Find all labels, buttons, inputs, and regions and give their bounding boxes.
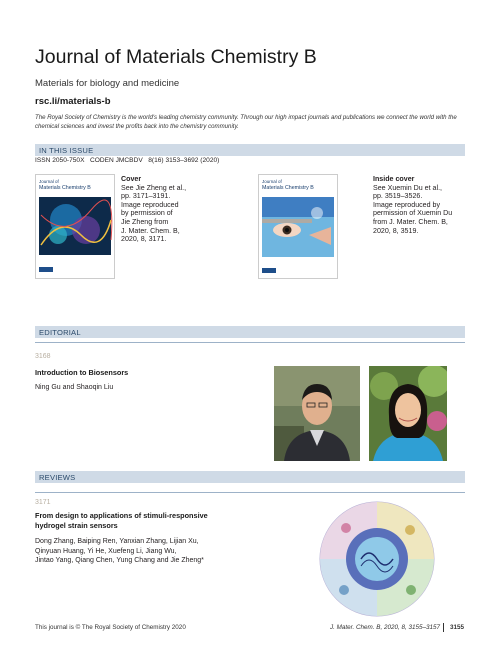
review-page-number: 3171 bbox=[35, 499, 51, 506]
editorial-page-number: 3168 bbox=[35, 353, 51, 360]
footer-citation bbox=[330, 624, 440, 631]
divider bbox=[35, 492, 465, 493]
cover-journal-line-1: Journal of bbox=[39, 179, 59, 184]
inside-cover-image bbox=[258, 174, 338, 279]
editorial-title[interactable]: Introduction to Biosensors bbox=[35, 368, 129, 377]
cover-line: by permission of bbox=[121, 209, 173, 218]
review-author-line: Jintao Yang, Qiang Chen, Yung Chang and Jie Zheng* bbox=[35, 557, 204, 565]
cover-line: J. Mater. Chem. B, bbox=[121, 226, 180, 235]
review-author-line: Qinyuan Huang, Yi He, Xuefeng Li, Jiang Wu, bbox=[35, 547, 177, 555]
inside-cover-line: pp. 3519–3526. bbox=[373, 192, 423, 201]
editorial-authors: Ning Gu and Shaoqin Liu bbox=[35, 384, 114, 391]
cover-heading: Cover bbox=[121, 175, 142, 183]
inside-cover-line: permission of Xuemin Du bbox=[373, 209, 453, 218]
review-title-line: From design to applications of stimuli-responsive bbox=[35, 511, 208, 520]
footer-page-number: 3155 bbox=[450, 624, 465, 631]
journal-url[interactable]: rsc.li/materials-b bbox=[35, 96, 111, 107]
review-authors bbox=[35, 537, 204, 566]
review-author-line: Dong Zhang, Baiping Ren, Yanxian Zhang, Lijian Xu, bbox=[35, 538, 199, 545]
inside-cover-line: 2020, 8, 3519. bbox=[373, 226, 419, 235]
divider bbox=[35, 342, 465, 343]
cover-line: Jie Zheng from bbox=[121, 217, 169, 226]
journal-title: Journal of Materials Chemistry B bbox=[35, 46, 317, 68]
cover-journal-line-2: Materials Chemistry B bbox=[39, 185, 91, 191]
footer-copyright: This journal is © The Royal Society of Chemistry 2020 bbox=[35, 624, 186, 631]
rsc-blurb: The Royal Society of Chemistry is the world's leading chemistry community. Through our high impact journals and publications we connect the world with the chemical sciences and invest the profits back into the chemistry community. bbox=[35, 114, 457, 130]
cover-line: Image reproduced bbox=[121, 200, 179, 209]
inside-cover-line: from J. Mater. Chem. B, bbox=[373, 217, 448, 226]
author-photo-shaoqin-liu bbox=[369, 366, 447, 461]
portrait-art bbox=[369, 366, 447, 461]
review-graphical-abstract bbox=[316, 500, 438, 618]
section-label: REVIEWS bbox=[39, 472, 76, 482]
graphical-abstract-art bbox=[316, 500, 438, 618]
issn-line: ISSN 2050-750X CODEN JMCBDV 8(16) 3153–3692 (2020) bbox=[35, 157, 220, 164]
inside-cover-journal-line-2: Materials Chemistry B bbox=[262, 185, 314, 191]
section-bar-editorial bbox=[35, 326, 465, 338]
footer-separator bbox=[443, 623, 444, 632]
journal-subtitle: Materials for biology and medicine bbox=[35, 78, 180, 89]
inside-cover-line: Image reproduced by bbox=[373, 200, 441, 209]
cover-line: See Jie Zheng et al., bbox=[121, 183, 187, 192]
footer-citation-text: J. Mater. Chem. B, 2020, 8, 3155–3157 bbox=[330, 624, 441, 631]
inside-cover-caption bbox=[373, 175, 473, 235]
cover-image bbox=[35, 174, 115, 279]
section-bar-reviews bbox=[35, 471, 465, 483]
review-title[interactable] bbox=[35, 511, 208, 530]
cover-line: 2020, 8, 3171. bbox=[121, 235, 167, 244]
portrait-art bbox=[274, 366, 360, 461]
inside-cover-journal-line-1: Journal of bbox=[262, 179, 282, 184]
cover-caption bbox=[121, 175, 216, 244]
author-photo-ning-gu bbox=[274, 366, 360, 461]
section-bar-in-this-issue bbox=[35, 144, 465, 156]
section-label: IN THIS ISSUE bbox=[39, 145, 94, 155]
cover-line: pp. 3171–3191. bbox=[121, 192, 171, 201]
review-title-line: hydrogel strain sensors bbox=[35, 520, 118, 530]
inside-cover-line: See Xuemin Du et al., bbox=[373, 183, 443, 192]
inside-cover-heading: Inside cover bbox=[373, 175, 415, 183]
section-label: EDITORIAL bbox=[39, 327, 81, 337]
